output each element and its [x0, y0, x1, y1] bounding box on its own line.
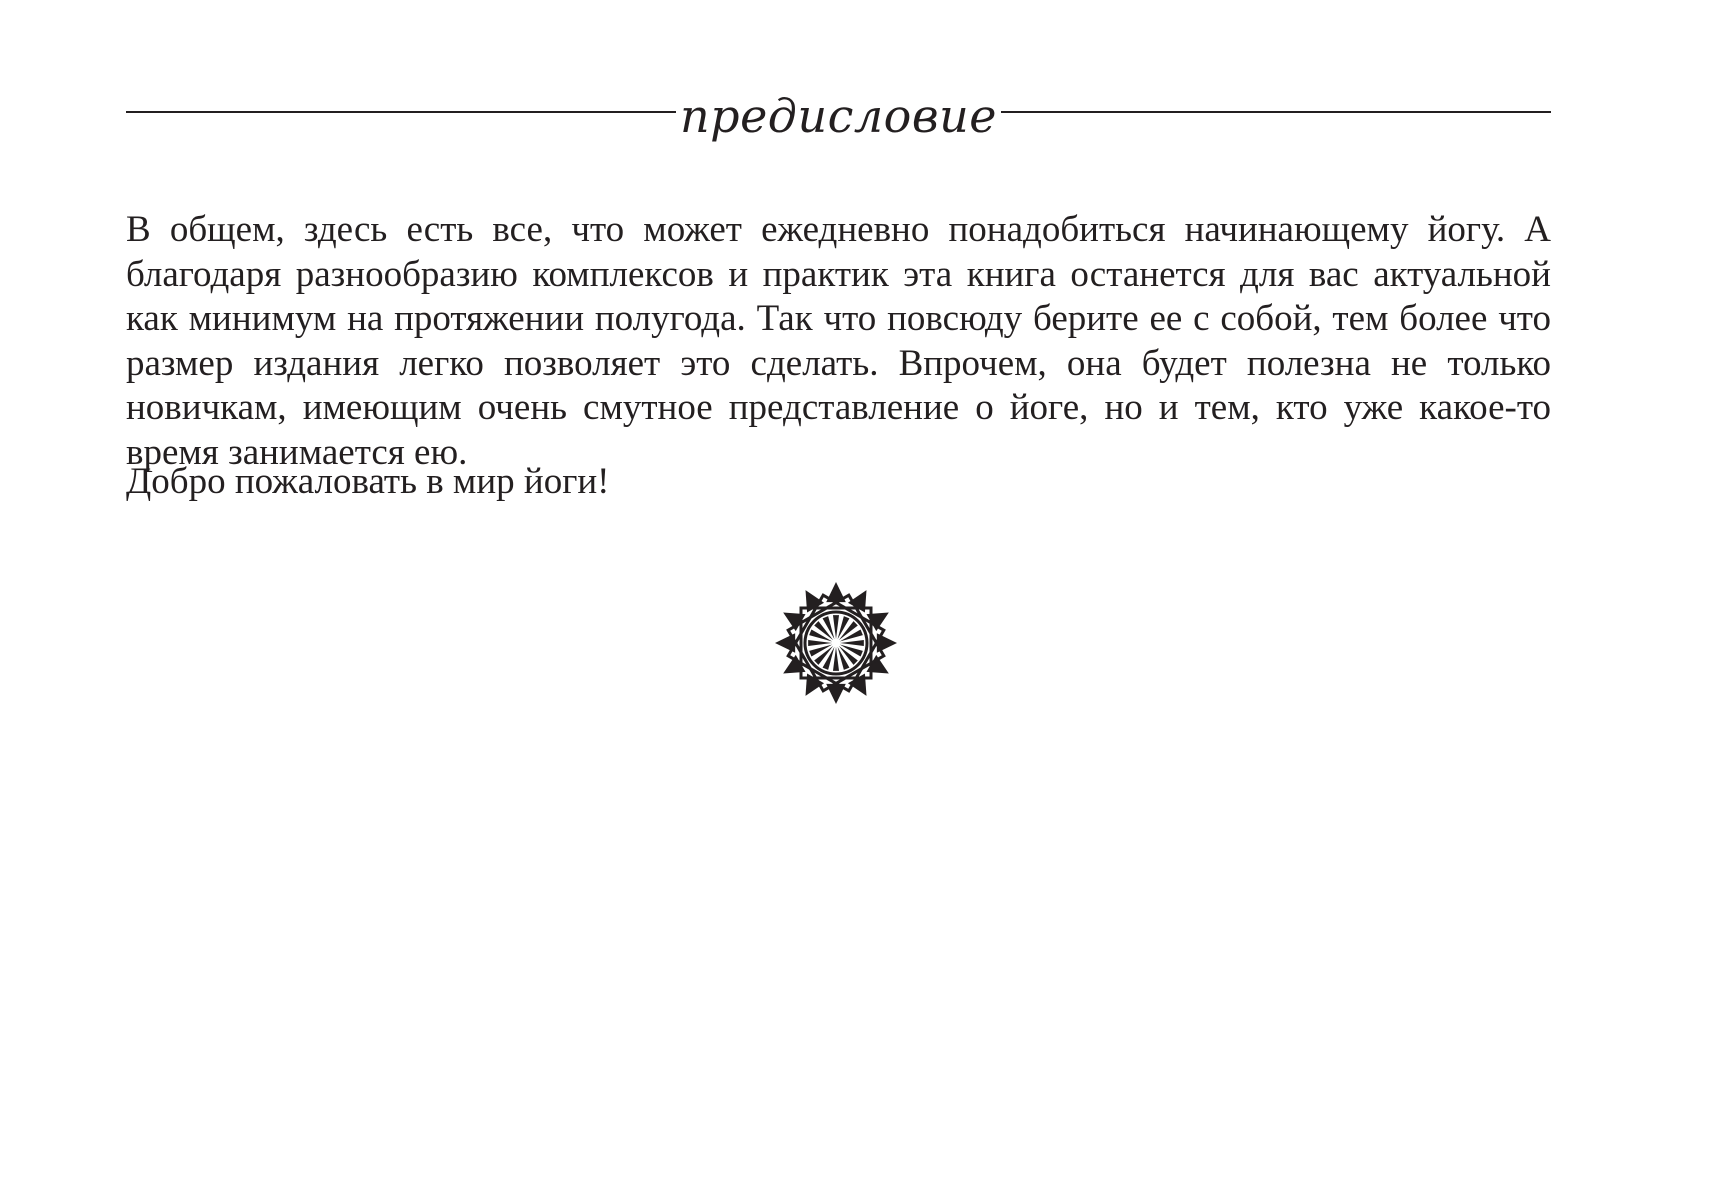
page-content — [126, 89, 1551, 502]
section-heading — [126, 90, 1551, 154]
page-title: предисловие — [676, 89, 1001, 143]
closing-line: Добро пожаловать в мир йоги! — [126, 461, 610, 502]
heading-title-wrap — [126, 90, 1551, 142]
ornament-center — [832, 639, 840, 647]
body-paragraph: В общем, здесь есть все, что может ежедневно понадобиться начинающему йогу. А благодаря разнообразию комплексов и практик эта книга останется для вас актуальной как минимум на протяжении полугода. Так что повсюду берите ее с собой, тем более что размер издания легко позволяет это сделать. Впрочем, она будет полезна не только новичкам, имеющим очень смутное представление о йоге, но и тем, кто уже какое-то время занимается ею. — [126, 209, 1551, 473]
mandala-star-icon — [774, 581, 898, 705]
